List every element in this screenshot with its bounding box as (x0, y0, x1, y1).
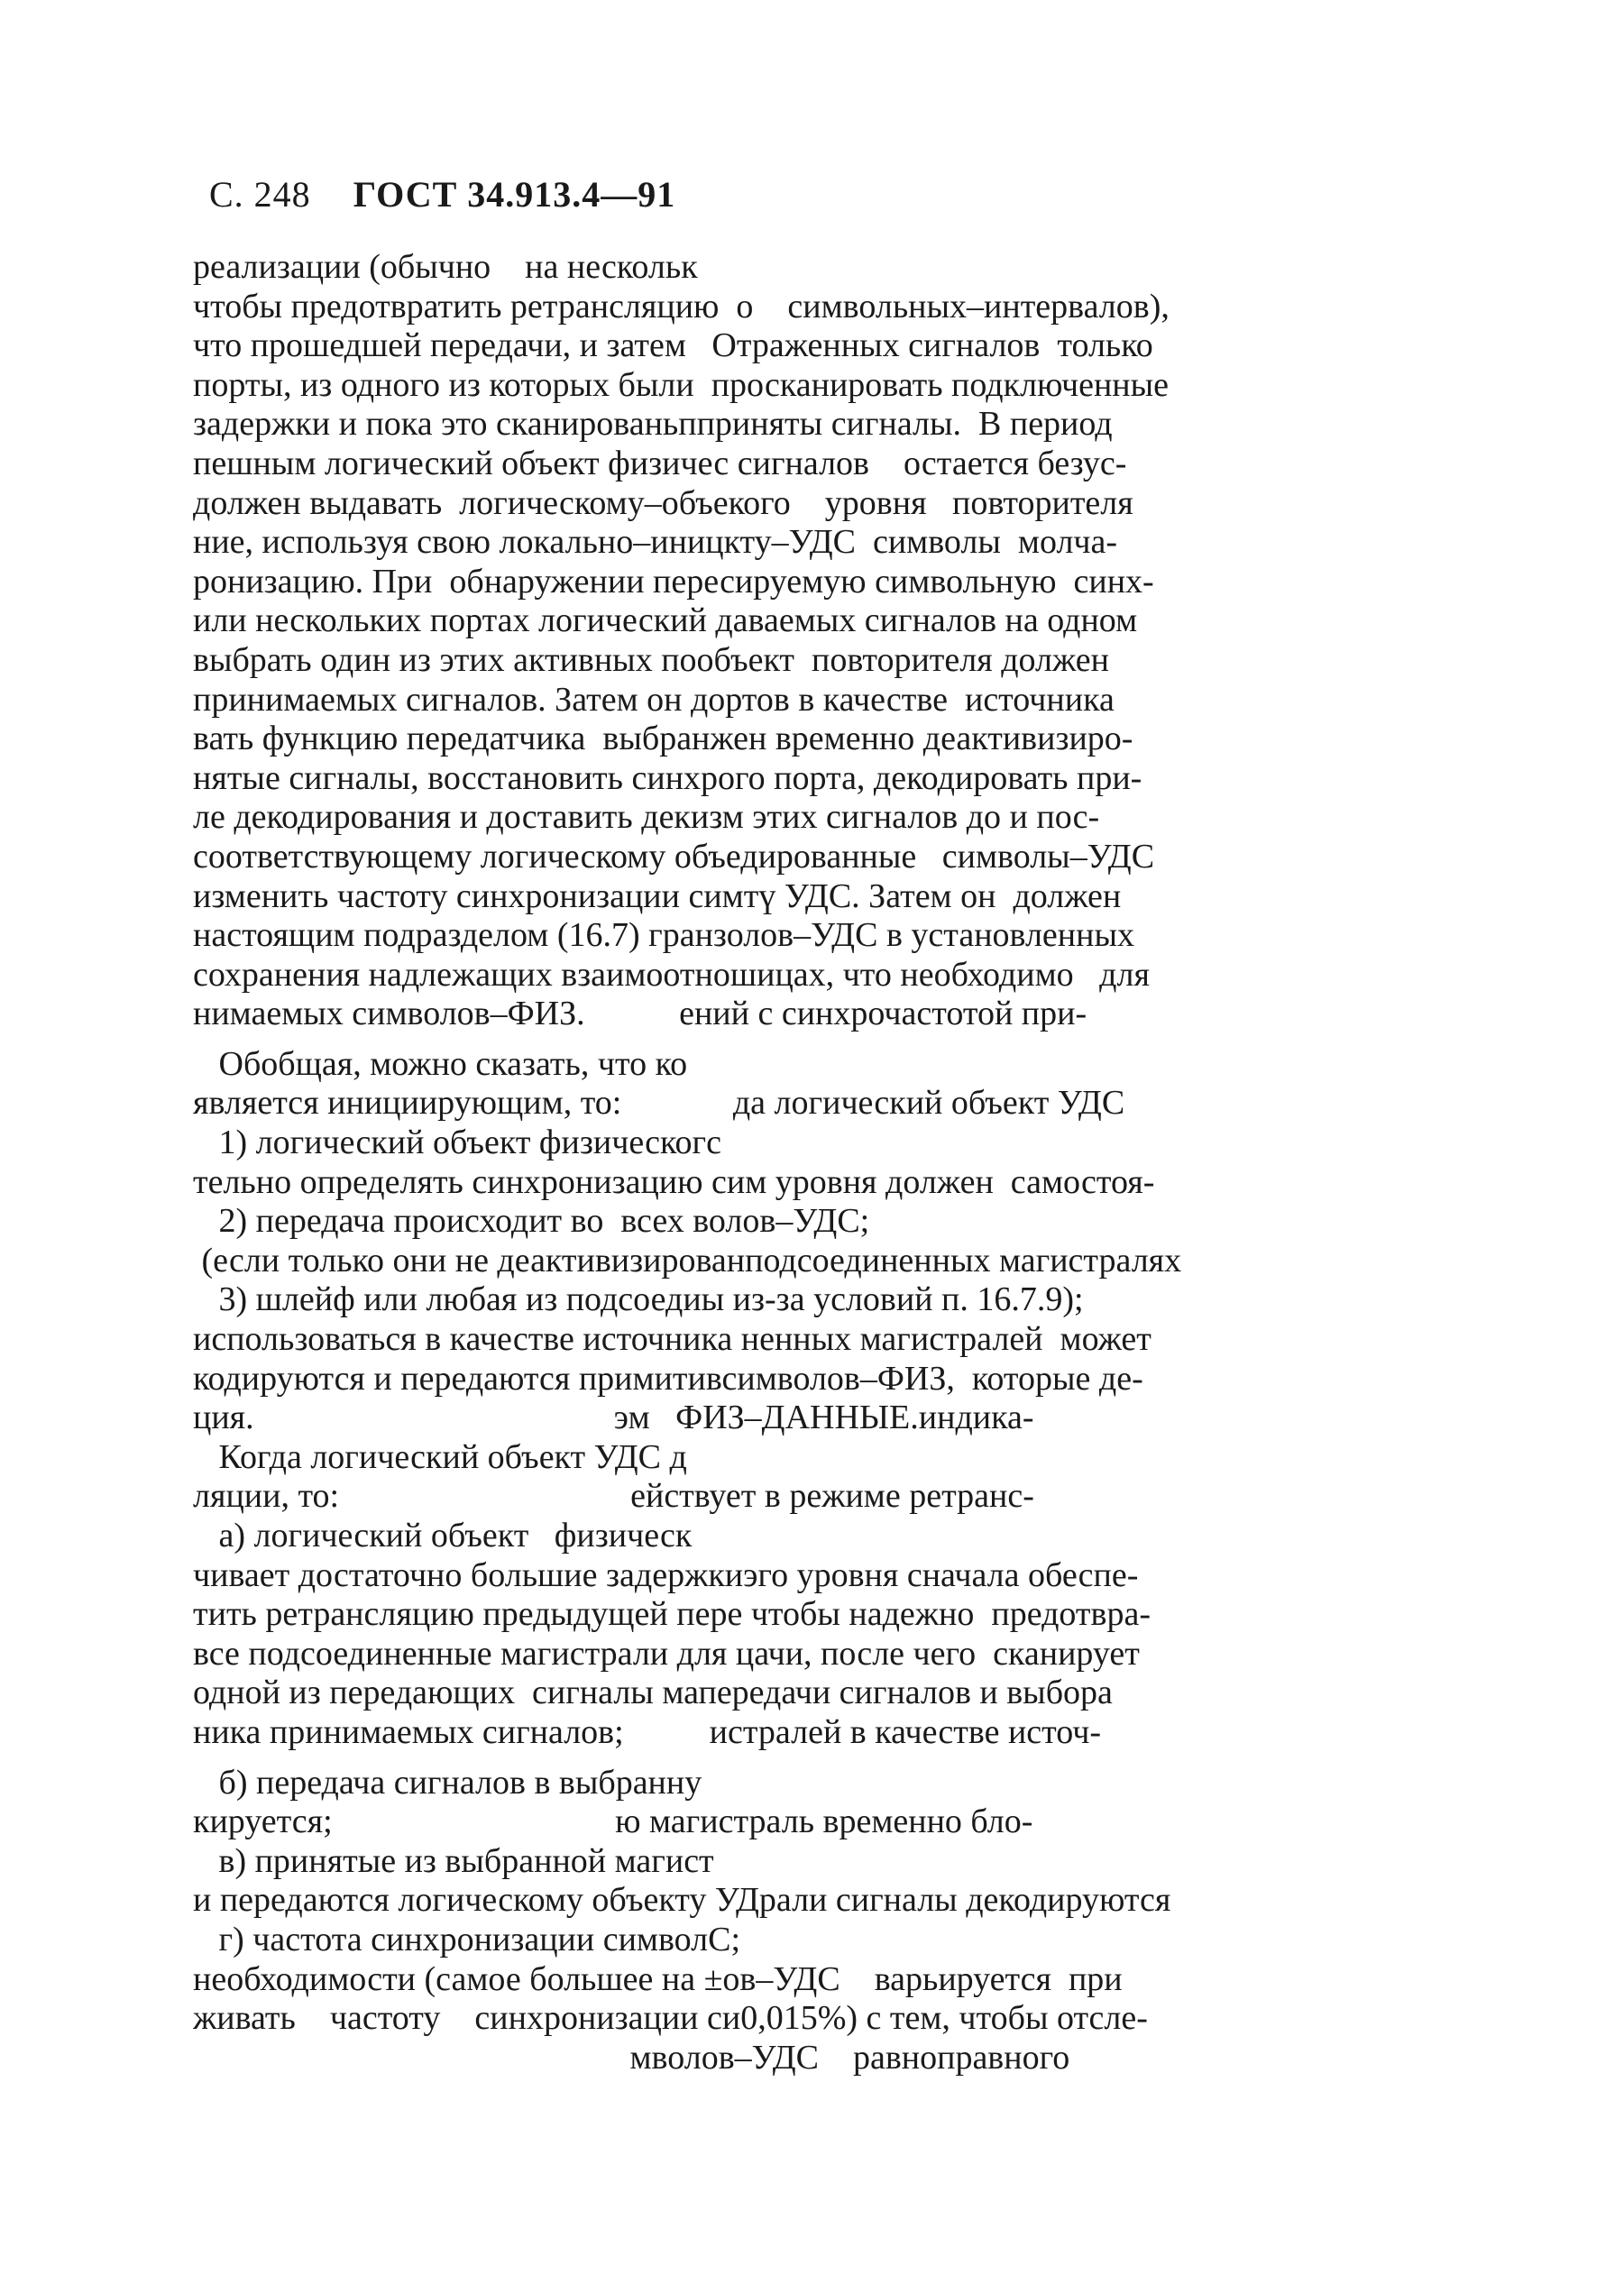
text-block-2 (193, 1045, 1487, 1753)
text-line: 2) передача происходит во всех волов–УДС; (193, 1202, 870, 1241)
text-line: кодируются и передаются примитивсимволов–ФИЗ, которые де- (193, 1359, 1143, 1398)
text-line: нимаемых символов–ФИЗ. ений с синхрочастотой при- (193, 995, 1087, 1033)
text-line: ника принимаемых сигналов; истралей в качестве источ- (193, 1712, 1102, 1751)
text-line: г) частота синхронизации символС; (193, 1920, 741, 1958)
text-line: ле декодирования и доставить декизм этих сигналов до и пос- (193, 798, 1100, 837)
text-line: соответствующему логическому объедированные символы–УДС (193, 837, 1155, 876)
text-line: Когда логический объект УДС д (193, 1437, 687, 1476)
text-block-1 (193, 248, 1487, 1034)
text-line: тить ретрансляцию предыдущей пере чтобы надежно предотвра- (193, 1595, 1151, 1634)
text-line: использоваться в качестве источника ненных магистралей может (193, 1320, 1151, 1359)
text-line: вать функцию передатчика выбранжен временно деактивизиро- (193, 720, 1133, 758)
text-line: что прошедшей передачи, и затем Отраженных сигналов только (193, 326, 1153, 365)
text-line: в) принятые из выбранной магист (193, 1841, 714, 1880)
text-line: живать частоту синхронизации си0,015%) с тем, чтобы отсле- (193, 1999, 1148, 2038)
text-line: пешным логический объект физичес сигналов остается безус- (193, 444, 1127, 482)
page-number: С. 248 (209, 174, 311, 215)
text-line: необходимости (самое большее на ±ов–УДС варьируется при (193, 1959, 1123, 1998)
text-line: порты, из одного из которых были просканировать подключенные (193, 365, 1170, 404)
text-line: принимаемых сигналов. Затем он дортов в качестве источника (193, 680, 1115, 719)
text-line: должен выдавать логическому–объекого уровня повторителя (193, 483, 1133, 522)
text-line: 3) шлейф или любая из подсоедиы из-за условий п. 16.7.9); (193, 1280, 1084, 1319)
body-text (193, 248, 1487, 2078)
text-line: мволов–УДС равноправного (193, 2038, 1070, 2077)
text-line: чтобы предотвратить ретрансляцию о символьных–интервалов), (193, 287, 1170, 326)
text-line: чивает достаточно большие задержкиэго уровня сначала обеспе- (193, 1555, 1139, 1594)
text-line: Обобщая, можно сказать, что ко (193, 1044, 688, 1083)
text-line: (если только они не деактивизированподсоединенных магистралях (193, 1241, 1182, 1280)
text-line: нятые сигналы, восстановить синхрого порта, декодировать при- (193, 758, 1142, 797)
text-line: изменить частоту синхронизации симтү УДС. Затем он должен (193, 876, 1122, 915)
text-line: реализации (обычно на нескольк (193, 248, 698, 286)
text-line: а) логический объект физическ (193, 1517, 693, 1555)
text-line: ронизацию. При обнаружении пересируемую символьную синх- (193, 562, 1154, 601)
text-line: задержки и пока это сканированьпприняты сигналы. В период (193, 405, 1113, 444)
text-line: ция. эм ФИЗ–ДАННЫЕ.индика- (193, 1399, 1034, 1437)
text-line: 1) логический объект физическогс (193, 1124, 722, 1162)
text-line: или нескольких портах логический даваемых сигналов на одном (193, 601, 1138, 640)
standard-code: ГОСТ 34.913.4—91 (353, 174, 676, 215)
text-line: ние, используя свою локально–иницкту–УДС символы молча- (193, 523, 1118, 562)
text-line: одной из передающих сигналы мапередачи сигналов и выбора (193, 1674, 1113, 1712)
paragraph-gap (193, 1034, 1487, 1045)
text-line: и передаются логическому объекту УДрали сигналы декодируются (193, 1881, 1171, 1920)
page-header (209, 173, 675, 216)
text-line: все подсоединенные магистрали для цачи, после чего сканирует (193, 1634, 1140, 1673)
text-line: настоящим подразделом (16.7) гранзолов–УДС в установленных (193, 916, 1134, 955)
text-line: выбрать один из этих активных пообъект повторителя должен (193, 640, 1109, 679)
text-line: является инициирующим, то: да логический объект УДС (193, 1084, 1125, 1123)
text-line: кируется; ю магистраль временно бло- (193, 1802, 1033, 1841)
paragraph-gap (193, 1753, 1487, 1764)
text-block-3 (193, 1764, 1487, 2078)
text-line: сохранения надлежащих взаимоотношицах, что необходимо для (193, 955, 1150, 994)
text-line: тельно определять синхронизацию сим уровня должен самостоя- (193, 1162, 1155, 1201)
text-line: ляции, то: ействует в режиме ретранс- (193, 1477, 1034, 1516)
text-line: б) передача сигналов в выбранну (193, 1763, 702, 1802)
